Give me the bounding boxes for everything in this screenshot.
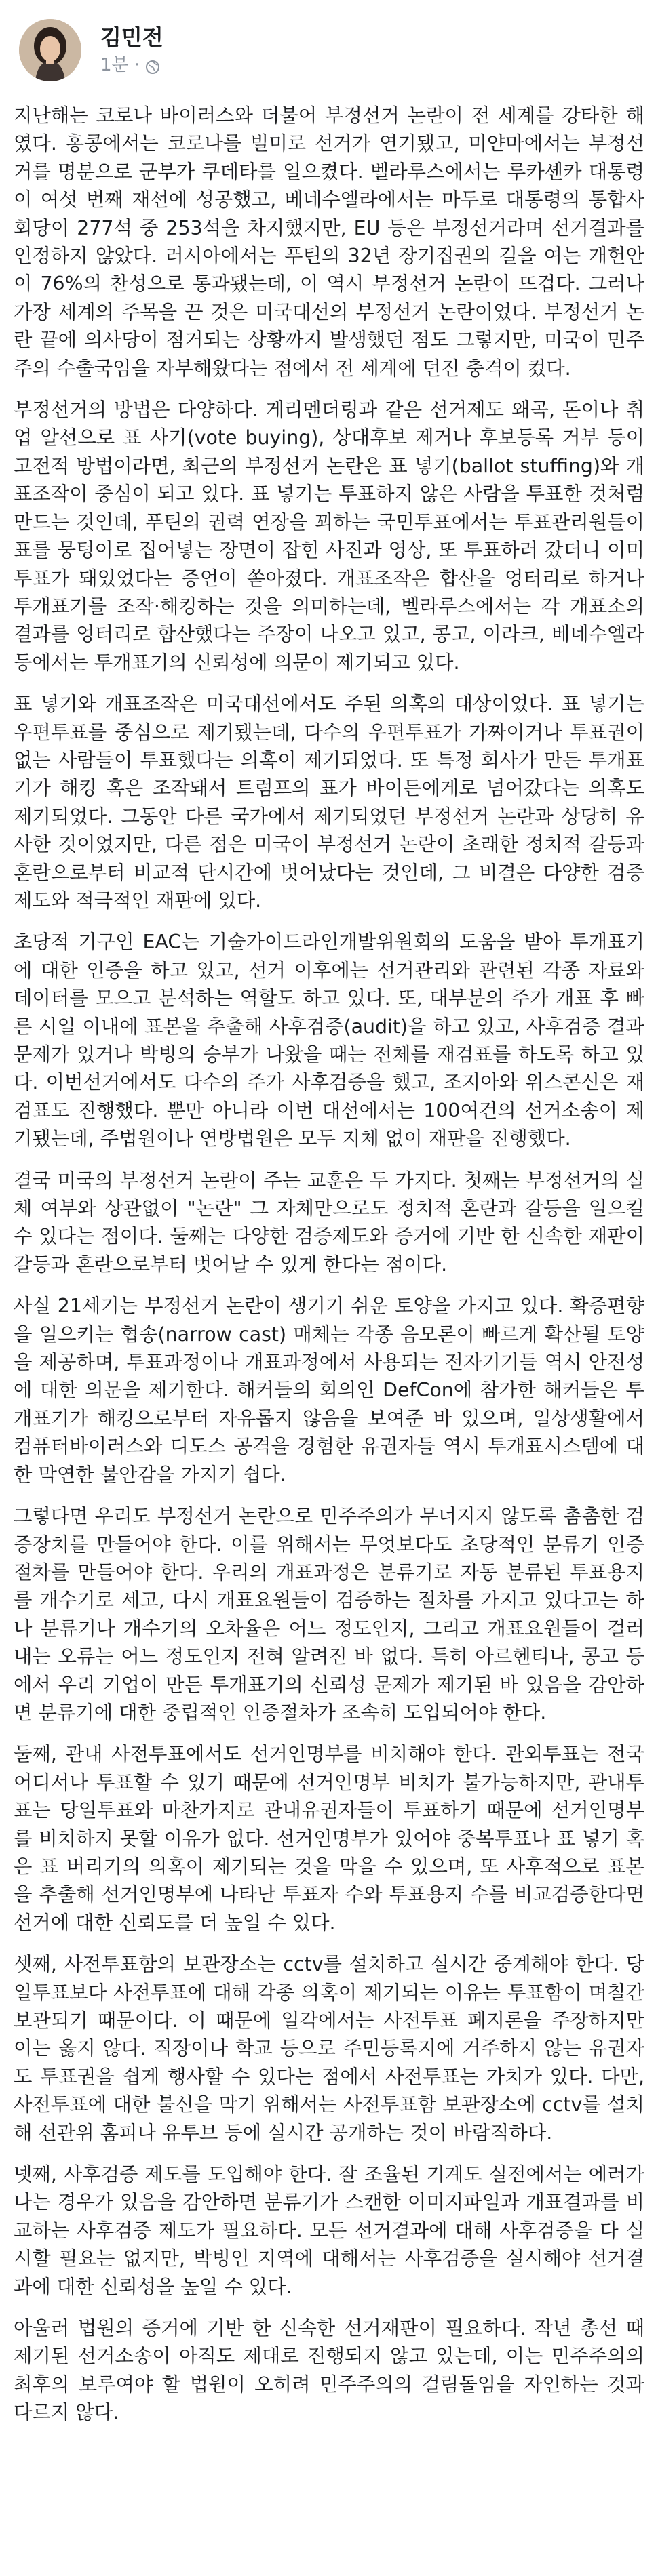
author-name[interactable]: 김민전 <box>100 24 163 50</box>
avatar[interactable] <box>19 19 81 81</box>
paragraph-6: 사실 21세기는 부정선거 논란이 생기기 쉬운 토양을 가지고 있다. 확증편향을 일으키는 협송(narrow cast) 매체는 각종 음모론이 빠르게 확산될 토양을 제공하며, 투표과정이나 개표과정에서 사용되는 전자기기들 역시 안전성에 대한 의문을 제기한다. 해커들의 회의인 DefCon에 참가한 해커들은 투개표기가 해킹으로부터 자유롭지 않음을 보여준 바 있으며, 일상생활에서 컴퓨터바이러스와 디도스 공격을 경험한 유권자들 역시 투개표시스템에 대한 막연한 불안감을 가지기 쉽다. <box>14 1295 644 1486</box>
paragraph-7: 그렇다면 우리도 부정선거 논란으로 민주주의가 무너지지 않도록 촘촘한 검증장치를 만들어야 한다. 이를 위해서는 무엇보다도 초당적인 분류기 인증 절차를 만들어야 한다. 우리의 개표과정은 분류기로 자동 분류된 투표용지를 개수기로 세고, 다시 개표요원들이 검증하는 절차를 가지고 있다고는 하나 분류기나 개수기의 오차율은 어느 정도인지, 그리고 개표요원들이 걸러내는 오류는 어느 정도인지 전혀 알려진 바 없다. 특히 아르헨티나, 콩고 등에서 우리 기업이 만든 투개표기의 신뢰성 문제가 제기된 바 있음을 감안하면 분류기에 대한 중립적인 인증절차가 조속히 도입되어야 한다. <box>14 1505 644 1724</box>
paragraph-8: 둘째, 관내 사전투표에서도 선거인명부를 비치해야 한다. 관외투표는 전국 어디서나 투표할 수 있기 때문에 선거인명부 비치가 불가능하지만, 관내투표는 당일투표와 마찬가지로 관내유권자들이 투표하기 때문에 선거인명부를 비치하지 못할 이유가 없다. 선거인명부가 있어야 중복투표나 표 넣기 혹은 표 버리기의 의혹이 제기되는 것을 막을 수 있으며, 또 사후적으로 표본을 추출해 선거인명부에 나타난 투표자 수와 투표용지 수를 비교검증한다면 선거에 대한 신뢰도를 더 높일 수 있다. <box>14 1743 644 1934</box>
paragraph-10: 넷째, 사후검증 제도를 도입해야 한다. 잘 조율된 기계도 실전에서는 에러가 나는 경우가 있음을 감안하면 분류기가 스캔한 이미지파일과 개표결과를 비교하는 사후검증 제도가 필요하다. 모든 선거결과에 대해 사후검증을 다 실시할 필요는 없지만, 박빙인 지역에 대해서는 사후검증을 실시해야 선거결과에 대한 신뢰성을 높일 수 있다. <box>14 2163 645 2298</box>
paragraph-9: 셋째, 사전투표함의 보관장소는 cctv를 설치하고 실시간 중계해야 한다. 당일투표보다 사전투표에 대해 각종 의혹이 제기되는 이유는 투표함이 며칠간 보관되기 때문이다. 이 때문에 일각에서는 사전투표 폐지론을 주장하지만 이는 옳지 않다. 직장이나 학교 등으로 주민등록지에 거주하지 않는 유권자도 투표권을 쉽게 행사할 수 있다는 점에서 사전투표는 가치가 있다. 다만, 사전투표에 대한 불신을 막기 위해서는 사전투표함 보관장소에 cctv를 설치해 선관위 홈피나 유투브 등에 실시간 공개하는 것이 바람직하다. <box>14 1953 644 2144</box>
avatar-image <box>19 19 81 81</box>
post-timestamp[interactable]: 1분 <box>100 55 129 75</box>
post-body <box>14 102 644 2440</box>
post-header <box>19 16 163 84</box>
paragraph-4: 초당적 기구인 EAC는 기술가이드라인개발위원회의 도움을 받아 투개표기에 대한 인증을 하고 있고, 선거 이후에는 선거관리와 관련된 각종 자료와 데이터를 모으고 분석하는 역할도 하고 있다. 또, 대부분의 주가 개표 후 빠른 시일 이내에 표본을 추출해 사후검증(audit)을 하고 있고, 사후검증 결과 문제가 있거나 박빙의 승부가 나왔을 때는 전체를 재검표를 하도록 하고 있다. 이번선거에서도 다수의 주가 사후검증을 했고, 조지아와 위스콘신은 재검표도 진행했다. 뿐만 아니라 이번 대선에서는 100여건의 선거소송이 제기됐는데, 주법원이나 연방법원은 모두 지체 없이 재판을 진행했다. <box>14 931 644 1150</box>
header-text <box>100 24 163 77</box>
post-meta <box>100 54 163 77</box>
meta-separator: · <box>134 55 140 75</box>
paragraph-3: 표 넣기와 개표조작은 미국대선에서도 주된 의혹의 대상이었다. 표 넣기는 우편투표를 중심으로 제기됐는데, 다수의 우편투표가 가짜이거나 투표권이 없는 사람들이 투표했다는 의혹이 제기되었다. 또 특정 회사가 만든 투개표기가 해킹 혹은 조작돼서 트럼프의 표가 바이든에게로 넘어갔다는 의혹도 제기되었다. 그동안 다른 국가에서 제기되었던 부정선거 논란과 상당히 유사한 것이었지만, 다른 점은 미국이 부정선거 논란이 초래한 정치적 갈등과 혼란으로부터 비교적 단시간에 벗어났다는 것인데, 그 비결은 다양한 검증제도와 적극적인 재판에 있다. <box>14 693 644 912</box>
paragraph-2: 부정선거의 방법은 다양하다. 게리멘더링과 같은 선거제도 왜곡, 돈이나 취업 알선으로 표 사기(vote buying), 상대후보 제거나 후보등록 거부 등이 고전적 방법이라면, 최근의 부정선거 논란은 표 넣기(ballot stuffing)와 개표조작이 중심이 되고 있다. 표 넣기는 투표하지 않은 사람을 투표한 것처럼 만드는 것인데, 푸틴의 권력 연장을 꾀하는 국민투표에서는 투표관리원들이 표를 뭉텅이로 집어넣는 장면이 잡힌 사진과 영상, 또 투표하러 갔더니 이미 투표가 돼있었다는 증언이 쏟아졌다. 개표조작은 합산을 엉터리로 하거나 투개표기를 조작·해킹하는 것을 의미하는데, 벨라루스에서는 각 개표소의 결과를 엉터리로 합산했다는 주장이 나오고 있고, 콩고, 이라크, 베네수엘라 등에서는 투개표기의 신뢰성에 의문이 제기되고 있다. <box>14 399 644 674</box>
globe-icon <box>145 58 160 73</box>
paragraph-1: 지난해는 코로나 바이러스와 더불어 부정선거 논란이 전 세계를 강타한 해였다. 홍콩에서는 코로나를 빌미로 선거가 연기됐고, 미얀마에서는 부정선거를 명분으로 군부가 쿠데타를 일으켰다. 벨라루스에서는 루카셴카 대통령이 여섯 번째 재선에 성공했고, 베네수엘라에서는 마두로 대통령의 통합사회당이 277석 중 253석을 차지했지만, EU 등은 부정선거라며 선거결과를 인정하지 않았다. 러시아에서는 푸틴의 32년 장기집권의 길을 여는 개헌안이 76%의 찬성으로 통과됐는데, 이 역시 부정선거 논란이 뜨겁다. 그러나 가장 세계의 주목을 끈 것은 미국대선의 부정선거 논란이었다. 부정선거 논란 끝에 의사당이 점거되는 상황까지 발생했던 점도 그렇지만, 미국이 민주주의 수출국임을 자부해왔다는 점에서 전 세계에 던진 충격이 컸다. <box>14 104 644 380</box>
paragraph-11: 아울러 법원의 증거에 기반 한 신속한 선거재판이 필요하다. 작년 총선 때 제기된 선거소송이 아직도 제대로 진행되지 않고 있는데, 이는 민주주의의 최후의 보루여야 할 법원이 오히려 민주주의의 걸림돌임을 자인하는 것과 다르지 않다. <box>14 2317 644 2424</box>
paragraph-5: 결국 미국의 부정선거 논란이 주는 교훈은 두 가지다. 첫째는 부정선거의 실체 여부와 상관없이 "논란" 그 자체만으로도 정치적 혼란과 갈등을 일으킬 수 있다는 점이다. 둘째는 다양한 검증제도와 증거에 기반 한 신속한 재판이 갈등과 혼란으로부터 벗어날 수 있게 한다는 점이다. <box>14 1169 644 1276</box>
